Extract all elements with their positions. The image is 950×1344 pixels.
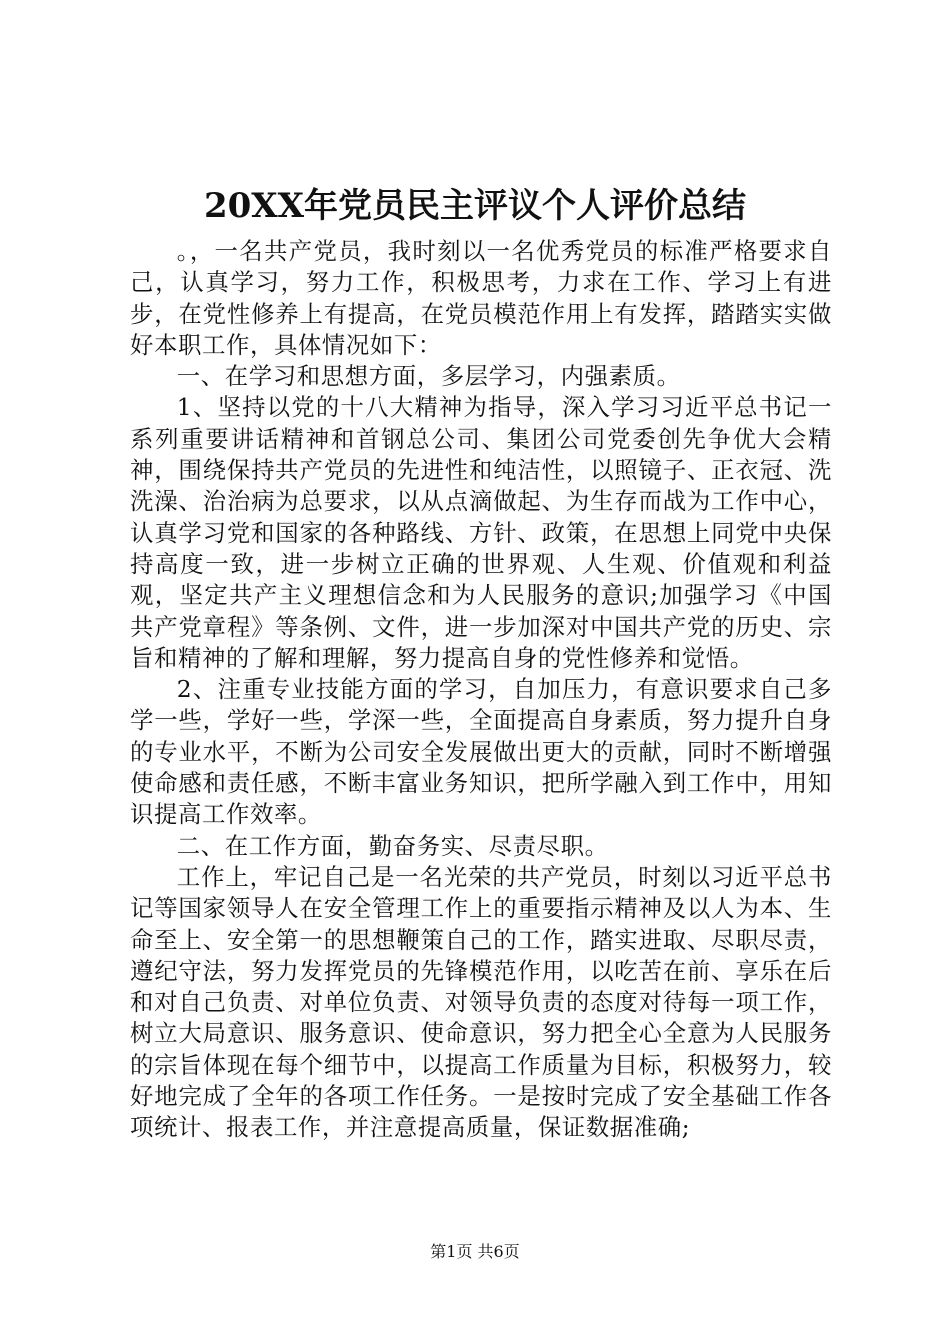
- page-title: 20XX年党员民主评议个人评价总结: [203, 186, 747, 226]
- document-body: [130, 236, 832, 1144]
- section-heading-study: 一、在学习和思想方面，多层学习，内强素质。: [176, 362, 681, 391]
- section-heading-work: 二、在工作方面，勤奋务实、尽责尽职。: [176, 831, 609, 860]
- paragraph-study-1: 1、坚持以党的十八大精神为指导，深入学习习近平总书记一系列重要讲话精神和首钢总公司、集团公司党委创先争优大会精神，围绕保持共产党员的先进性和纯洁性，以照镜子、正衣冠、洗洗澡、治治病为总要求，以从点滴做起、为生存而战为工作中心，认真学习党和国家的各种路线、方针、政策，在思想上同党中央保持高度一致，进一步树立正确的世界观、人生观、价值观和利益观，坚定共产主义理想信念和为人民服务的意识;加强学习《中国共产党章程》等条例、文件，进一步加深对中国共产党的历史、宗旨和精神的了解和理解，努力提高自身的党性修养和觉悟。: [130, 393, 832, 672]
- paragraph-work: 工作上，牢记自己是一名光荣的共产党员，时刻以习近平总书记等国家领导人在安全管理工作上的重要指示精神及以人为本、生命至上、安全第一的思想鞭策自己的工作，踏实进取、尽职尽责，遵纪守法，努力发挥党员的先锋模范作用，以吃苦在前、享乐在后和对自己负责、对单位负责、对领导负责的态度对待每一项工作，树立大局意识、服务意识、使命意识，努力把全心全意为人民服务的宗旨体现在每个细节中，以提高工作质量为目标，积极努力，较好地完成了全年的各项工作任务。一是按时完成了安全基础工作各项统计、报表工作，并注意提高质量，保证数据准确;: [130, 862, 832, 1142]
- paragraph-study-2: 2、注重专业技能方面的学习，自加压力，有意识要求自己多学一些，学好一些，学深一些，全面提高自身素质，努力提升自身的专业水平，不断为公司安全发展做出更大的贡献，同时不断增强使命感和责任感，不断丰富业务知识，把所学融入到工作中，用知识提高工作效率。: [130, 675, 832, 829]
- paragraph-intro: 。，一名共产党员，我时刻以一名优秀党员的标准严格要求自己，认真学习，努力工作，积极思考，力求在工作、学习上有进步，在党性修养上有提高，在党员模范作用上有发挥，踏踏实实做好本职工作，具体情况如下：: [130, 237, 832, 359]
- page-footer: 第1页 共6页: [430, 1242, 520, 1261]
